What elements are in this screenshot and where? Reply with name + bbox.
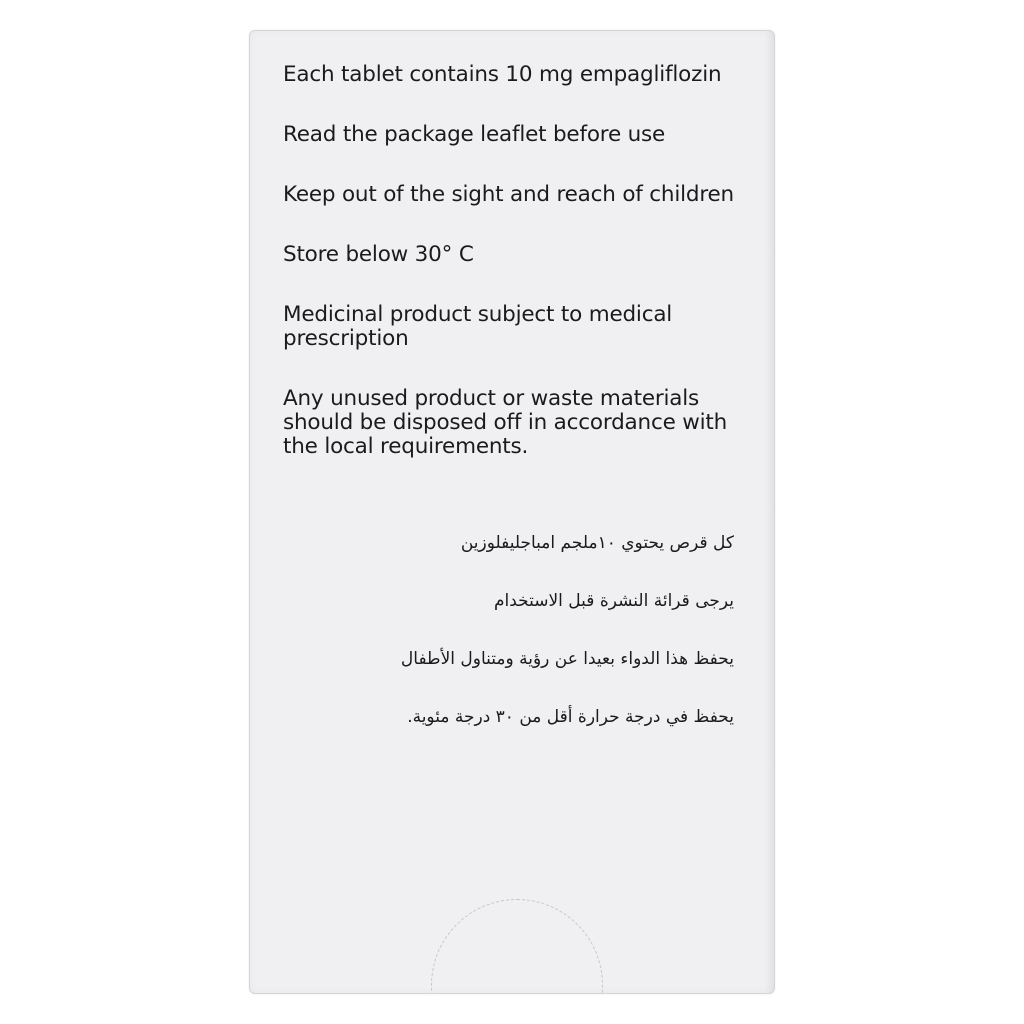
storage-line: Store below 30° C — [283, 242, 474, 267]
read-leaflet-line: Read the package leaflet before use — [283, 122, 666, 147]
arabic-text-block — [274, 531, 734, 763]
prescription-line: Medicinal product subject to medical prescription — [283, 302, 673, 351]
english-text-block — [283, 63, 753, 495]
medicine-box-back-panel — [249, 30, 775, 994]
keep-away-children-line: Keep out of the sight and reach of children — [283, 182, 734, 207]
arabic-keep-away-children-line: يحفظ هذا الدواء بعيدا عن رؤية ومتناول الأطفال — [400, 649, 734, 669]
disposal-line: Any unused product or waste materials should be disposed off in accordance with the local requirements. — [283, 386, 728, 459]
tablet-content-line: Each tablet contains 10 mg empagliflozin — [283, 62, 722, 87]
tuck-flap-cutline — [431, 899, 603, 994]
arabic-storage-line: يحفظ في درجة حرارة أقل من ٣٠ درجة مئوية. — [407, 707, 734, 727]
arabic-read-leaflet-line: يرجى قرائة النشرة قبل الاستخدام — [493, 591, 734, 611]
arabic-tablet-content-line: كل قرص يحتوي ١٠ملجم امباجليفلوزين — [460, 533, 734, 553]
